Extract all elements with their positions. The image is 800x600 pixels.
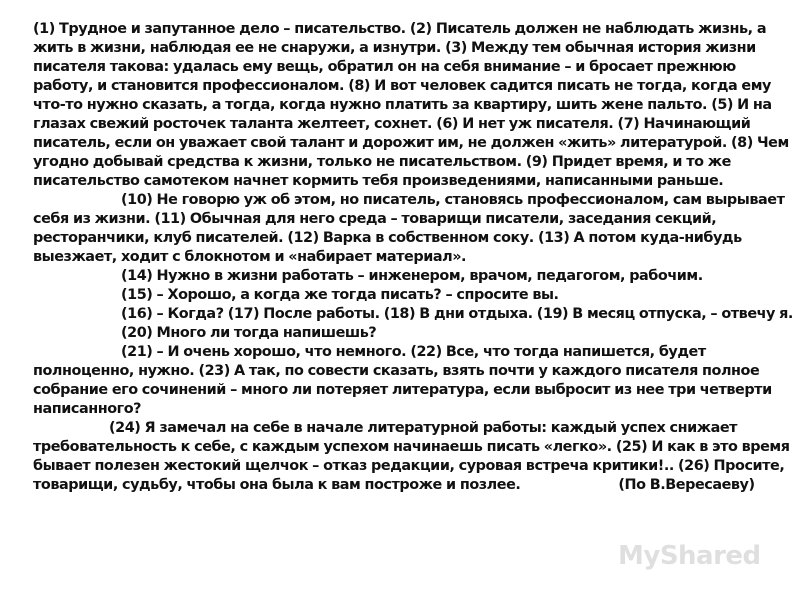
paragraph-2: (10) Не говорю уж об этом, но писатель, становясь профессионалом, сам вырывает себя из жизни. (11) Обычная для него среда – товарищи писатели, заседания секций, ресторанчики, клуб писателей. (12) Варка в собственном соку. (13) А потом куда-нибудь выезжает, ходит с блокнотом и «набирает материал». [33,192,785,265]
paragraph-6: (20) Много ли тогда напишешь? [121,325,377,341]
paragraph-5: (16) – Когда? (17) После работы. (18) В дни отдыха. (19) В месяц отпуска, – отвечу я. [121,306,793,322]
attribution: (По В.Вересаеву) [618,477,755,493]
paragraph-8: (24) Я замечал на себе в начале литературной работы: каждый успех снижает требовательность к себе, с каждым успехом начинаешь писать «легко». (25) И как в это время бывает полезен жестокий щелчок – отказ редакции, суровая встреча критики!.. (26) Просите, товарищи, судьбу, чтобы она была к вам построже и позлее. (По В.Вересаеву) [33,420,790,493]
document-body [33,20,793,495]
watermark-logo: MyShared [618,541,761,571]
paragraph-4: (15) – Хорошо, а когда же тогда писать? – спросите вы. [121,287,559,303]
paragraph-7: (21) – И очень хорошо, что немного. (22) Все, что тогда напишется, будет полноценно, нужно. (23) А так, по совести сказать, взять почти у каждого писателя полное собрание его сочинений – много ли потеряет литература, если выбросит из нее три четверти написанного? [33,344,772,417]
paragraph-3: (14) Нужно в жизни работать – инженером, врачом, педагогом, рабочим. [121,268,703,284]
paragraph-1: (1) Трудное и запутанное дело – писательство. (2) Писатель должен не наблюдать жизнь, а жить в жизни, наблюдая ее не снаружи, а изнутри. (3) Между тем обычная история жизни писателя такова: удалась ему вещь, обратил он на себя внимание – и бросает прежнюю работу, и становится профессионалом. (8) И вот человек садится писать не тогда, когда ему что-то нужно сказать, а тогда, когда нужно платить за квартиру, шить жене пальто. (5) И на глазах свежий росточек таланта желтеет, сохнет. (6) И нет уж писателя. (7) Начинающий писатель, если он уважает свой талант и дорожит им, не должен «жить» литературой. (8) Чем угодно добывай средства к жизни, только не писательством. (9) Придет время, и то же писательство самотеком начнет кормить тебя произведениями, написанными раньше. [33,21,789,189]
